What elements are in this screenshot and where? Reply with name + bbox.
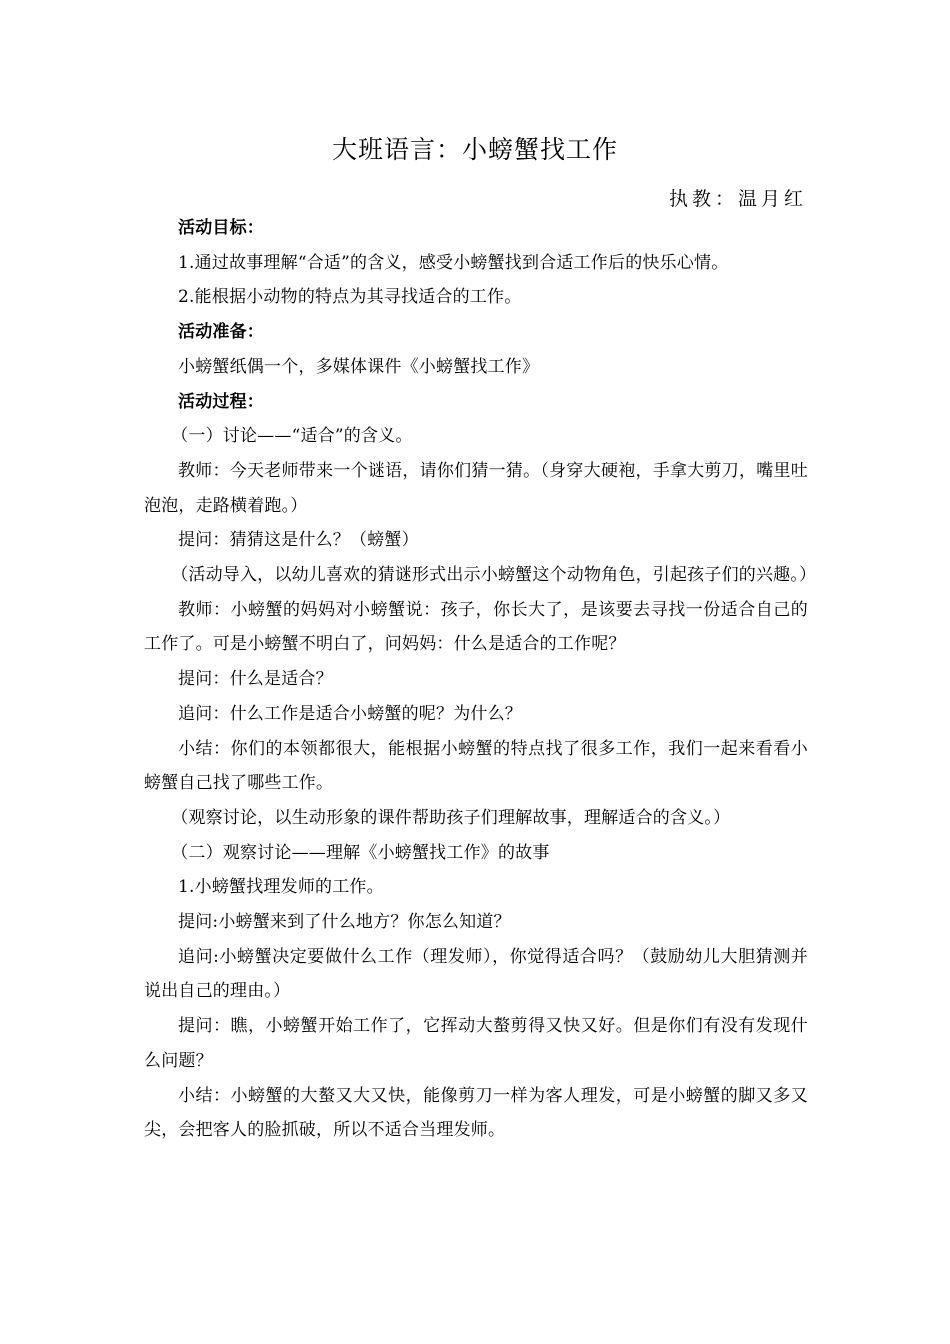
document-body (144, 211, 817, 1148)
paragraph: 2.能根据小动物的特点为其寻找适合的工作。 (178, 287, 522, 308)
paragraph: 提问:小螃蟹来到了什么地方？你怎么知道？ (178, 912, 511, 933)
paragraph: 教师：今天老师带来一个谜语，请你们猜一猜。（身穿大硬袍，手拿大剪刀，嘴里吐泡泡，走路横着跑。） (144, 460, 808, 516)
paragraph: （一）讨论——“适合”的含义。 (171, 426, 413, 447)
paragraph: （观察讨论，以生动形象的课件帮助孩子们理解故事，理解适合的含义。） (171, 807, 731, 828)
section-heading: 活动目标： (178, 218, 264, 238)
document-author: 执教：温月红 (668, 188, 807, 210)
paragraph: 提问：什么是适合？ (178, 669, 333, 690)
paragraph: 小结：你们的本领都很大，能根据小螃蟹的特点找了很多工作，我们一起来看看小螃蟹自己找了哪些工作。 (144, 738, 808, 794)
section-heading: 活动过程： (178, 391, 264, 412)
paragraph: 提问：瞧，小螃蟹开始工作了，它挥动大螯剪得又快又好。但是你们有没有发现什么问题？ (144, 1016, 808, 1071)
paragraph: 追问:小螃蟹决定要做什么工作（理发师），你觉得适合吗？（鼓励幼儿大胆猜测并说出自己的理由。） (144, 946, 808, 1002)
paragraph: 提问：猜猜这是什么？（螃蟹） (178, 530, 419, 551)
paragraph: 追问：什么工作是适合小螃蟹的呢？为什么？ (178, 703, 522, 724)
paragraph: （活动导入，以幼儿喜欢的猜谜形式出示小螃蟹这个动物角色，引起孩子们的兴趣。） (171, 565, 817, 586)
paragraph: （二）观察讨论——理解《小螃蟹找工作》的故事 (171, 842, 550, 863)
paragraph: 小结：小螃蟹的大螯又大又快，能像剪刀一样为客人理发，可是小螃蟹的脚又多又尖，会把客人的脸抓破，所以不适合当理发师。 (144, 1085, 808, 1141)
paragraph: 小螃蟹纸偶一个，多媒体课件《小螃蟹找工作》 (178, 356, 540, 377)
paragraph: 教师：小螃蟹的妈妈对小螃蟹说：孩子，你长大了，是该要去寻找一份适合自己的工作了。可是小螃蟹不明白了，问妈妈：什么是适合的工作呢？ (144, 599, 808, 655)
document-title: 大班语言：小螃蟹找工作 (331, 135, 618, 164)
paragraph: 1.小螃蟹找理发师的工作。 (178, 877, 384, 898)
section-heading: 活动准备： (178, 322, 264, 343)
paragraph: 1.通过故事理解“合适”的含义，感受小螃蟹找到合适工作后的快乐心情。 (178, 252, 729, 273)
